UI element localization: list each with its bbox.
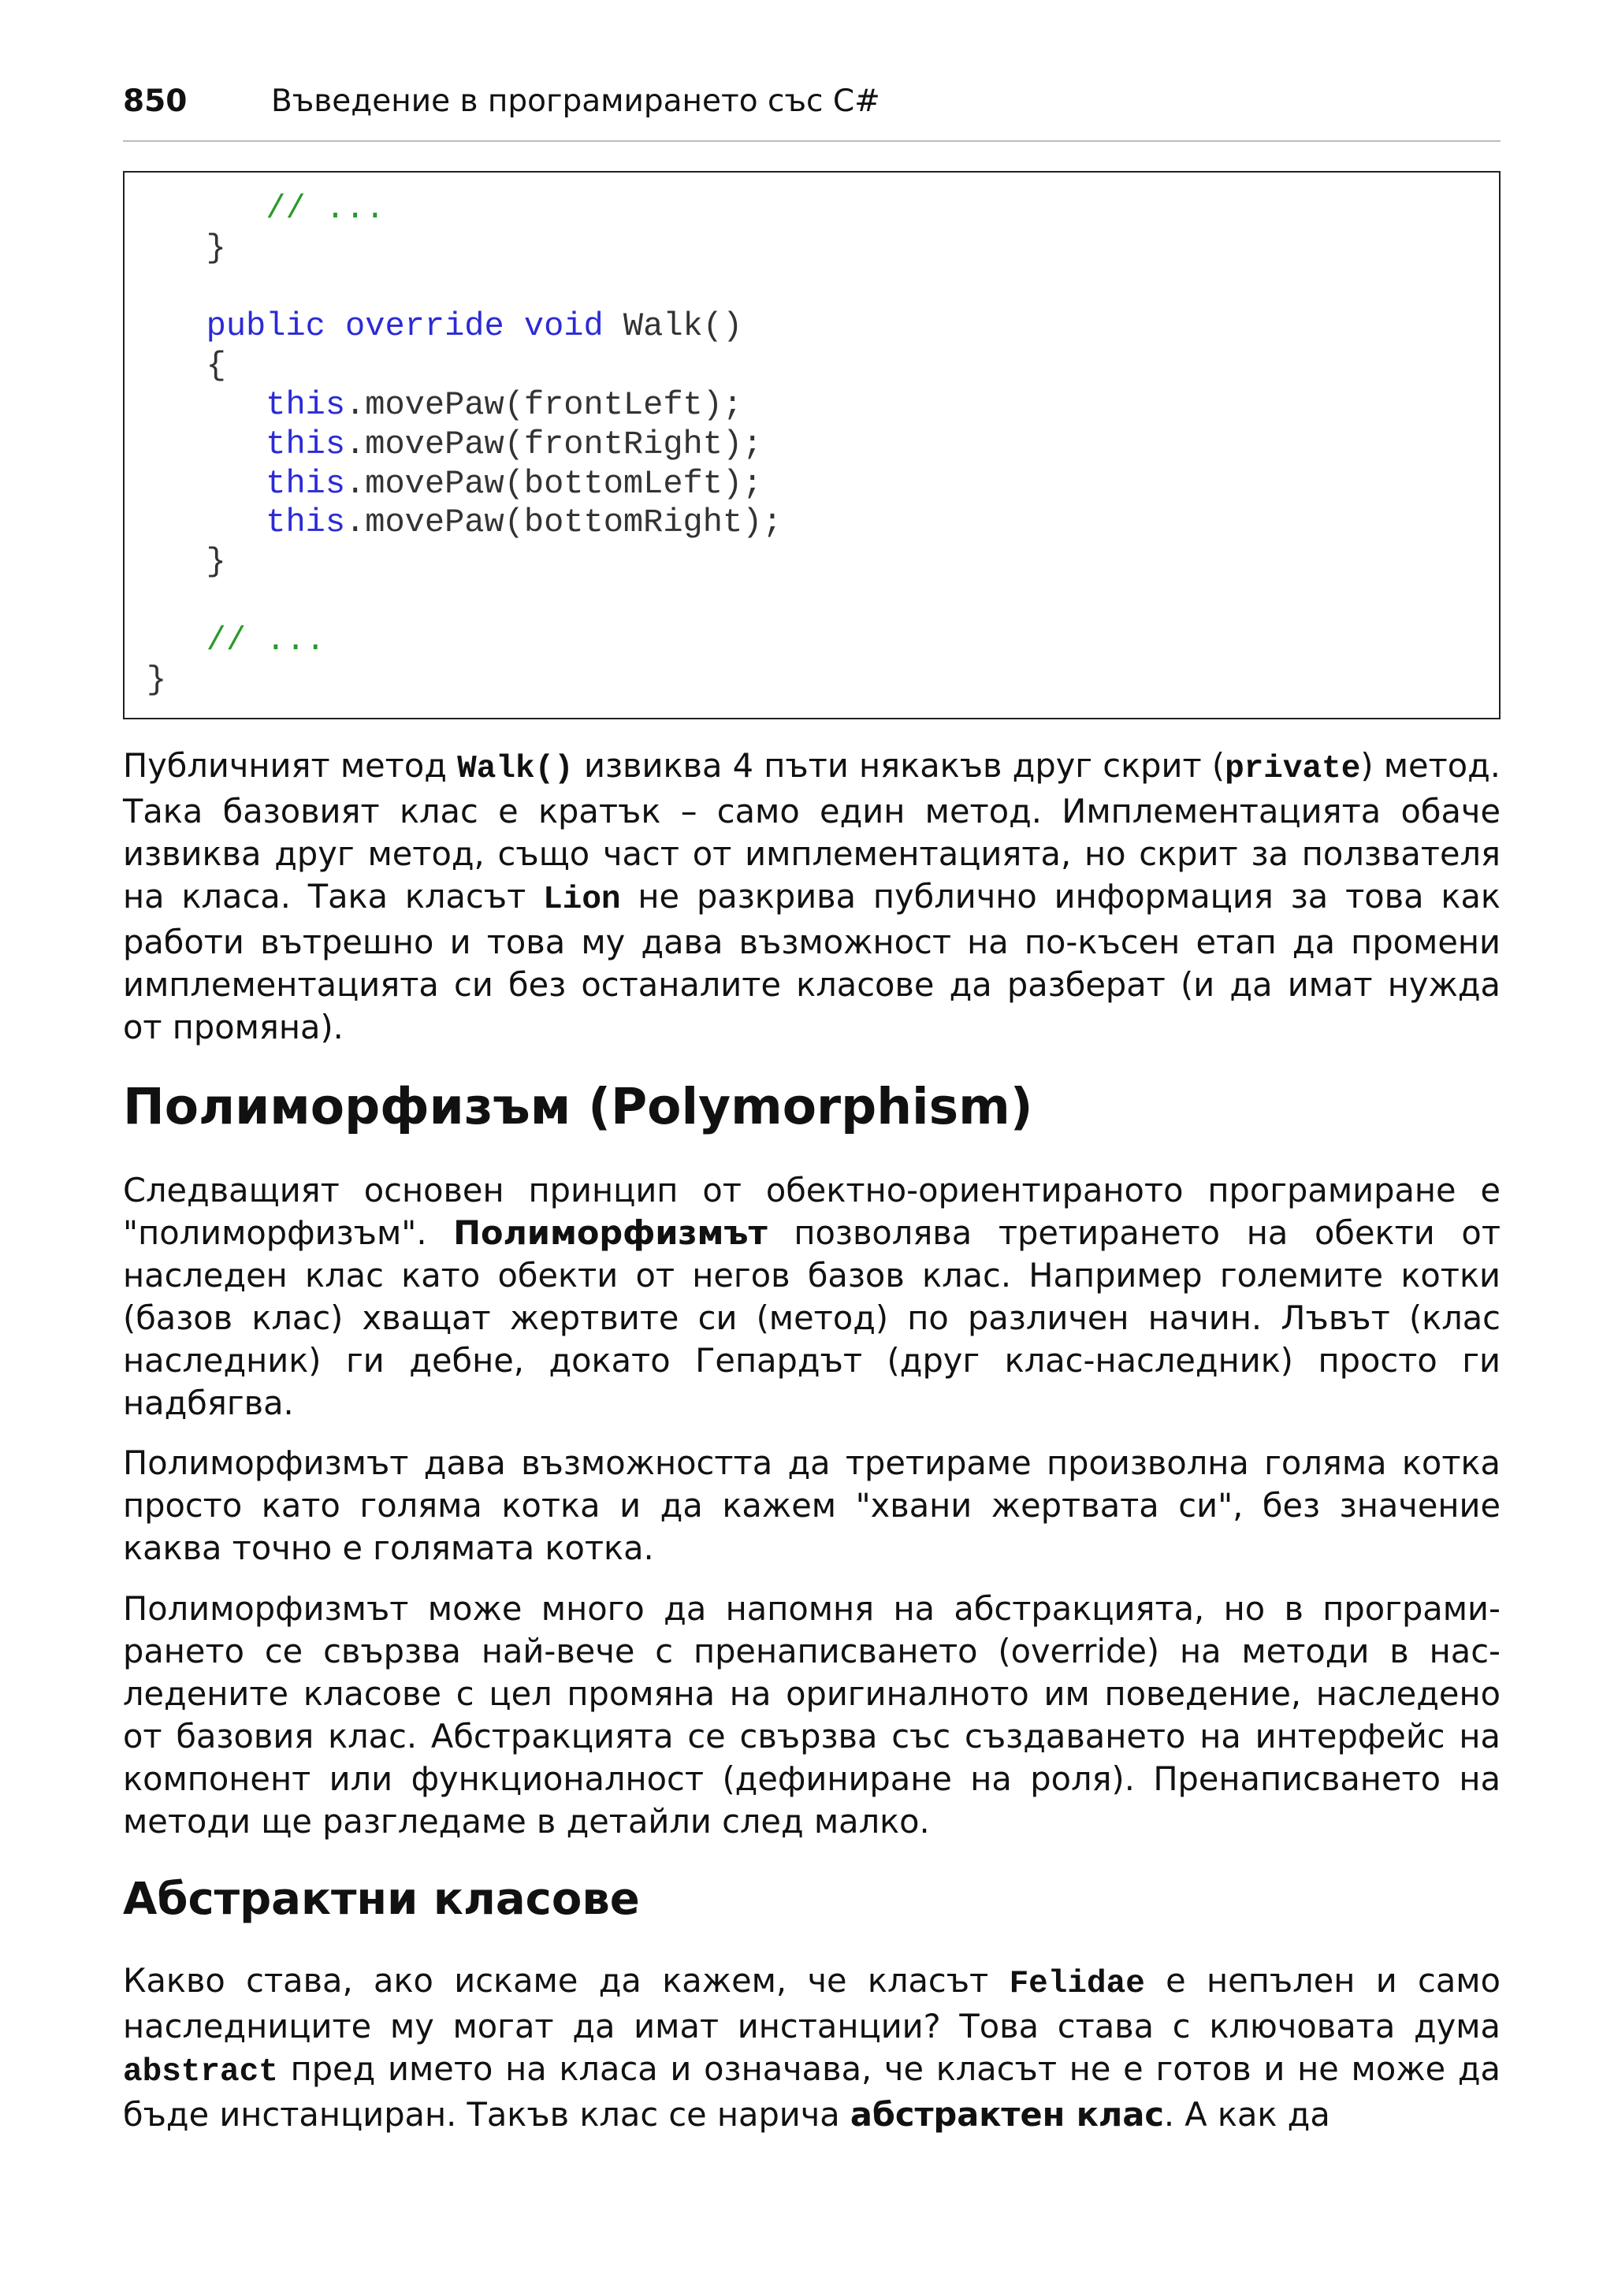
- code-line: .movePaw(frontRight);: [345, 425, 763, 463]
- page-header: [123, 84, 1501, 142]
- paragraph-polymorphism-vs-abstraction: Полиморфизмът може много да напомня на абстракцията, но в програмирането се свързва най-вече с пренаписването (override) на методи в наследените класове с цел промяна на оригиналното им поведение, наследено от базовия клас. Абстракцията се свързва със създаването на интерфейс на компонент или функционалност (дефиниране на роля). Пренаписването на методи ще разгледаме в детайли след малко.: [123, 1589, 1501, 1841]
- bold-term: абстрактен клас: [850, 2095, 1164, 2134]
- code-keywords: public override void: [206, 307, 604, 346]
- code-line: .movePaw(bottomRight);: [345, 503, 783, 542]
- inline-code: Walk(): [457, 751, 574, 787]
- code-line: .movePaw(frontLeft);: [345, 385, 743, 424]
- inline-code: private: [1225, 751, 1361, 787]
- inline-code: abstract: [123, 2054, 278, 2090]
- paragraph-polymorphism-usage: Полиморфизмът дава възможността да третираме произволна голяма котка просто като голяма котка и да кажем "хвани жертвата си", без значение каква точно е голямата котка.: [123, 1443, 1501, 1567]
- text-run: е непълен и само наследниците му могат да имат инстанции? Това става с ключовата дума: [123, 1961, 1501, 2045]
- text-run: пред името на класа и означава, че класът не е готов и не може да бъде инстанциран. Такъв клас се нарича: [123, 2049, 1501, 2134]
- code-line: }: [206, 543, 226, 581]
- inline-code: Felidae: [1009, 1966, 1145, 2002]
- code-line: }: [147, 660, 167, 699]
- bold-term: Полиморфизмът: [453, 1213, 768, 1252]
- code-listing: [123, 171, 1501, 719]
- code-keyword-this: this: [266, 464, 346, 503]
- running-title: Въведение в програмирането със C#: [271, 84, 880, 119]
- code-keyword-this: this: [266, 385, 346, 424]
- text-run: . А как да: [1163, 2095, 1330, 2134]
- text-run: Публичният метод: [123, 746, 458, 785]
- code-text: [147, 190, 783, 700]
- paragraph-walk-explanation: [123, 745, 1501, 1049]
- code-line: }: [206, 228, 226, 267]
- text-run: ) метод. Така базовият клас е кратък – само един метод. Имплементацията обаче извиква друг метод, също част от имплементацията, но скрит за ползвателя на класа. Така класът: [123, 746, 1501, 916]
- paragraph-polymorphism-intro: [123, 1169, 1501, 1425]
- code-comment: // ...: [266, 190, 385, 228]
- section-heading-abstract-classes: Абстрактни класове: [123, 1874, 640, 1925]
- text-run: извиква 4 пъти някакъв друг скрит (: [573, 746, 1225, 785]
- text-run: не разкрива публично информация за това как работи вътрешно и това му дава възможност на по-късен етап да промени имплементацията си без останалите класове да разберат (и да имат нужда от промяна).: [123, 877, 1501, 1046]
- text-run: Следващият основен принцип от обектно-ориентираното програмиране е "полиморфизъм".: [123, 1171, 1501, 1252]
- code-keyword-this: this: [266, 425, 346, 463]
- page-number: 850: [123, 84, 188, 119]
- section-heading-polymorphism: Полиморфизъм (Polymorphism): [123, 1078, 1033, 1135]
- paragraph-abstract-classes: [123, 1960, 1501, 2136]
- code-line: {: [206, 347, 226, 385]
- code-line: .movePaw(bottomLeft);: [345, 464, 763, 503]
- code-keyword-this: this: [266, 503, 346, 542]
- code-method-name: Walk(): [603, 307, 743, 346]
- inline-code: Lion: [543, 882, 621, 918]
- text-run: Какво става, ако искаме да кажем, че класът: [123, 1961, 1010, 2000]
- text-run: позволява третирането на обекти от наследен клас като обекти от негов базов клас. Например големите котки (базов клас) хващат жертвите си (метод) по различен начин. Лъвът (клас наследник) ги дебне, докато Гепардът (друг клас-наследник) просто ги надбягва.: [123, 1213, 1501, 1422]
- code-comment: // ...: [206, 621, 325, 659]
